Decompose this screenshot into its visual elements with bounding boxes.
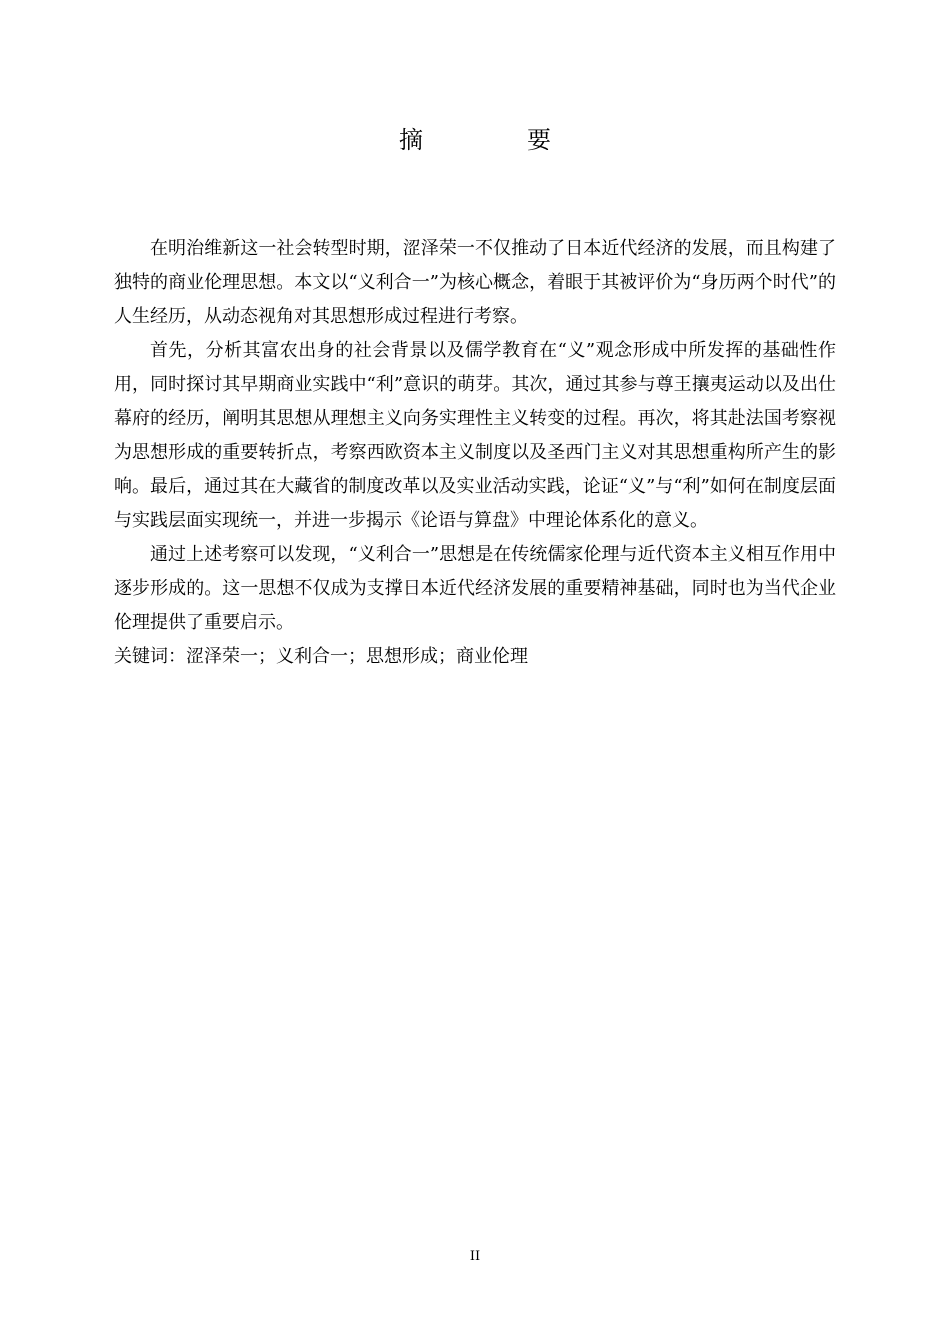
abstract-body	[114, 232, 836, 674]
abstract-title: 摘 要	[399, 126, 591, 154]
abstract-paragraph-3: 通过上述考察可以发现，“义利合一”思想是在传统儒家伦理与近代资本主义相互作用中逐步形成的。这一思想不仅成为支撑日本近代经济发展的重要精神基础，同时也为当代企业伦理提供了重要启示。	[114, 544, 836, 633]
keywords-line: 关键词：涩泽荣一；义利合一；思想形成；商业伦理	[114, 646, 528, 667]
abstract-paragraph-1: 在明治维新这一社会转型时期，涩泽荣一不仅推动了日本近代经济的发展，而且构建了独特的商业伦理思想。本文以“义利合一”为核心概念，着眼于其被评价为“身历两个时代”的人生经历，从动态视角对其思想形成过程进行考察。	[114, 238, 836, 327]
page-number: II	[469, 1249, 481, 1264]
abstract-paragraph-2: 首先，分析其富农出身的社会背景以及儒学教育在“义”观念形成中所发挥的基础性作用，同时探讨其早期商业实践中“利”意识的萌芽。其次，通过其参与尊王攘夷运动以及出仕幕府的经历，阐明其思想从理想主义向务实理性主义转变的过程。再次，将其赴法国考察视为思想形成的重要转折点，考察西欧资本主义制度以及圣西门主义对其思想重构所产生的影响。最后，通过其在大藏省的制度改革以及实业活动实践，论证“义”与“利”如何在制度层面与实践层面实现统一，并进一步揭示《论语与算盘》中理论体系化的意义。	[114, 340, 836, 531]
